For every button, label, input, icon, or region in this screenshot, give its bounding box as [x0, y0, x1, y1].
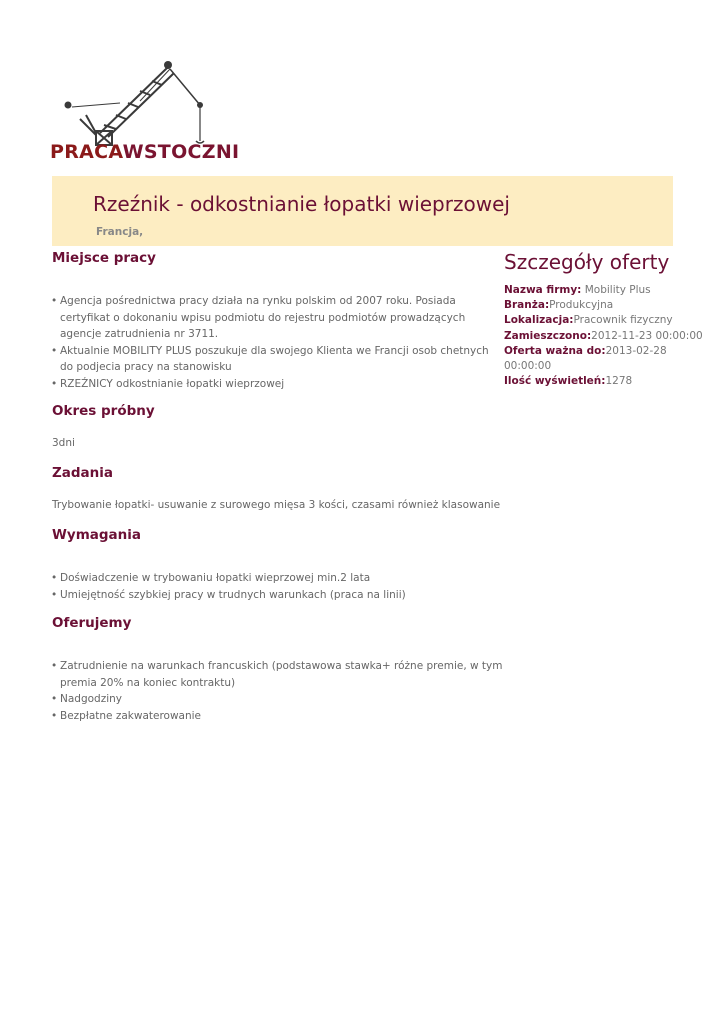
- section-heading-oferujemy: Oferujemy: [52, 615, 132, 631]
- job-title: Rzeźnik - odkostnianie łopatki wieprzowej: [93, 192, 510, 216]
- wymagania-list: [52, 570, 504, 603]
- detail-label: Lokalizacja:: [504, 314, 574, 327]
- list-item: • Bezpłatne zakwaterowanie: [52, 708, 504, 725]
- job-location: Francja,: [96, 226, 144, 238]
- detail-company: [504, 283, 704, 298]
- okres-probny-text: 3dni: [52, 437, 75, 449]
- list-item: • Aktualnie MOBILITY PLUS poszukuje dla swojego Klienta we Francji osob chetnych do podjecia pracy na stanowisku: [52, 343, 504, 376]
- detail-value: 1278: [605, 375, 633, 388]
- offer-details-list: [504, 283, 704, 389]
- detail-industry: [504, 298, 704, 313]
- section-heading-wymagania: Wymagania: [52, 527, 141, 543]
- list-item: • Umiejętność szybkiej pracy w trudnych warunkach (praca na linii): [52, 587, 504, 604]
- detail-label: Nazwa firmy:: [504, 284, 582, 296]
- detail-value: Produkcyjna: [549, 299, 614, 312]
- detail-value: 2013-02-28 00:00:00: [504, 344, 667, 373]
- detail-value: 2012-11-23 00:00:00: [591, 329, 703, 342]
- detail-value: Mobility Plus: [581, 284, 651, 296]
- list-item: • Doświadczenie w trybowaniu łopatki wieprzowej min.2 lata: [52, 570, 504, 587]
- section-heading-okres-probny: Okres próbny: [52, 403, 155, 419]
- list-item: • Zatrudnienie na warunkach francuskich (podstawowa stawka+ różne premie, w tym premia 20% na koniec kontraktu): [52, 658, 504, 691]
- detail-posted: [504, 329, 704, 344]
- oferujemy-list: [52, 658, 504, 724]
- offer-details-heading: Szczegóły oferty: [504, 250, 670, 274]
- site-logo[interactable]: [50, 55, 240, 165]
- job-title-banner: [52, 176, 673, 246]
- detail-label: Ilość wyświetleń:: [504, 375, 606, 388]
- crane-icon: [60, 55, 220, 147]
- detail-label: Branża:: [504, 299, 550, 312]
- detail-label: Zamieszczono:: [504, 329, 592, 342]
- zadania-text: Trybowanie łopatki- usuwanie z surowego mięsa 3 kości, czasami również klasowanie: [52, 499, 501, 511]
- detail-views: [504, 374, 704, 389]
- miejsce-pracy-list: [52, 293, 504, 392]
- logo-part-2: WSTOCZNI: [122, 141, 240, 163]
- list-item: • Agencja pośrednictwa pracy działa na rynku polskim od 2007 roku. Posiada certyfikat o dokonaniu wpisu podmiotu do rejestru podmiotów prowadzących agencje zatrudnienia nr 3711.: [52, 293, 504, 343]
- detail-value: Pracownik fizyczny: [573, 314, 673, 327]
- list-item: • Nadgodziny: [52, 691, 504, 708]
- detail-label: Oferta ważna do:: [504, 344, 606, 357]
- logo-part-1: PRACA: [50, 141, 123, 163]
- section-heading-zadania: Zadania: [52, 465, 114, 481]
- list-item: • RZEŹNICY odkostnianie łopatki wieprzowej: [52, 376, 504, 393]
- detail-valid-until: [504, 344, 704, 374]
- detail-location: [504, 313, 704, 328]
- section-heading-miejsce-pracy: Miejsce pracy: [52, 250, 156, 266]
- logo-wordmark: [50, 141, 239, 163]
